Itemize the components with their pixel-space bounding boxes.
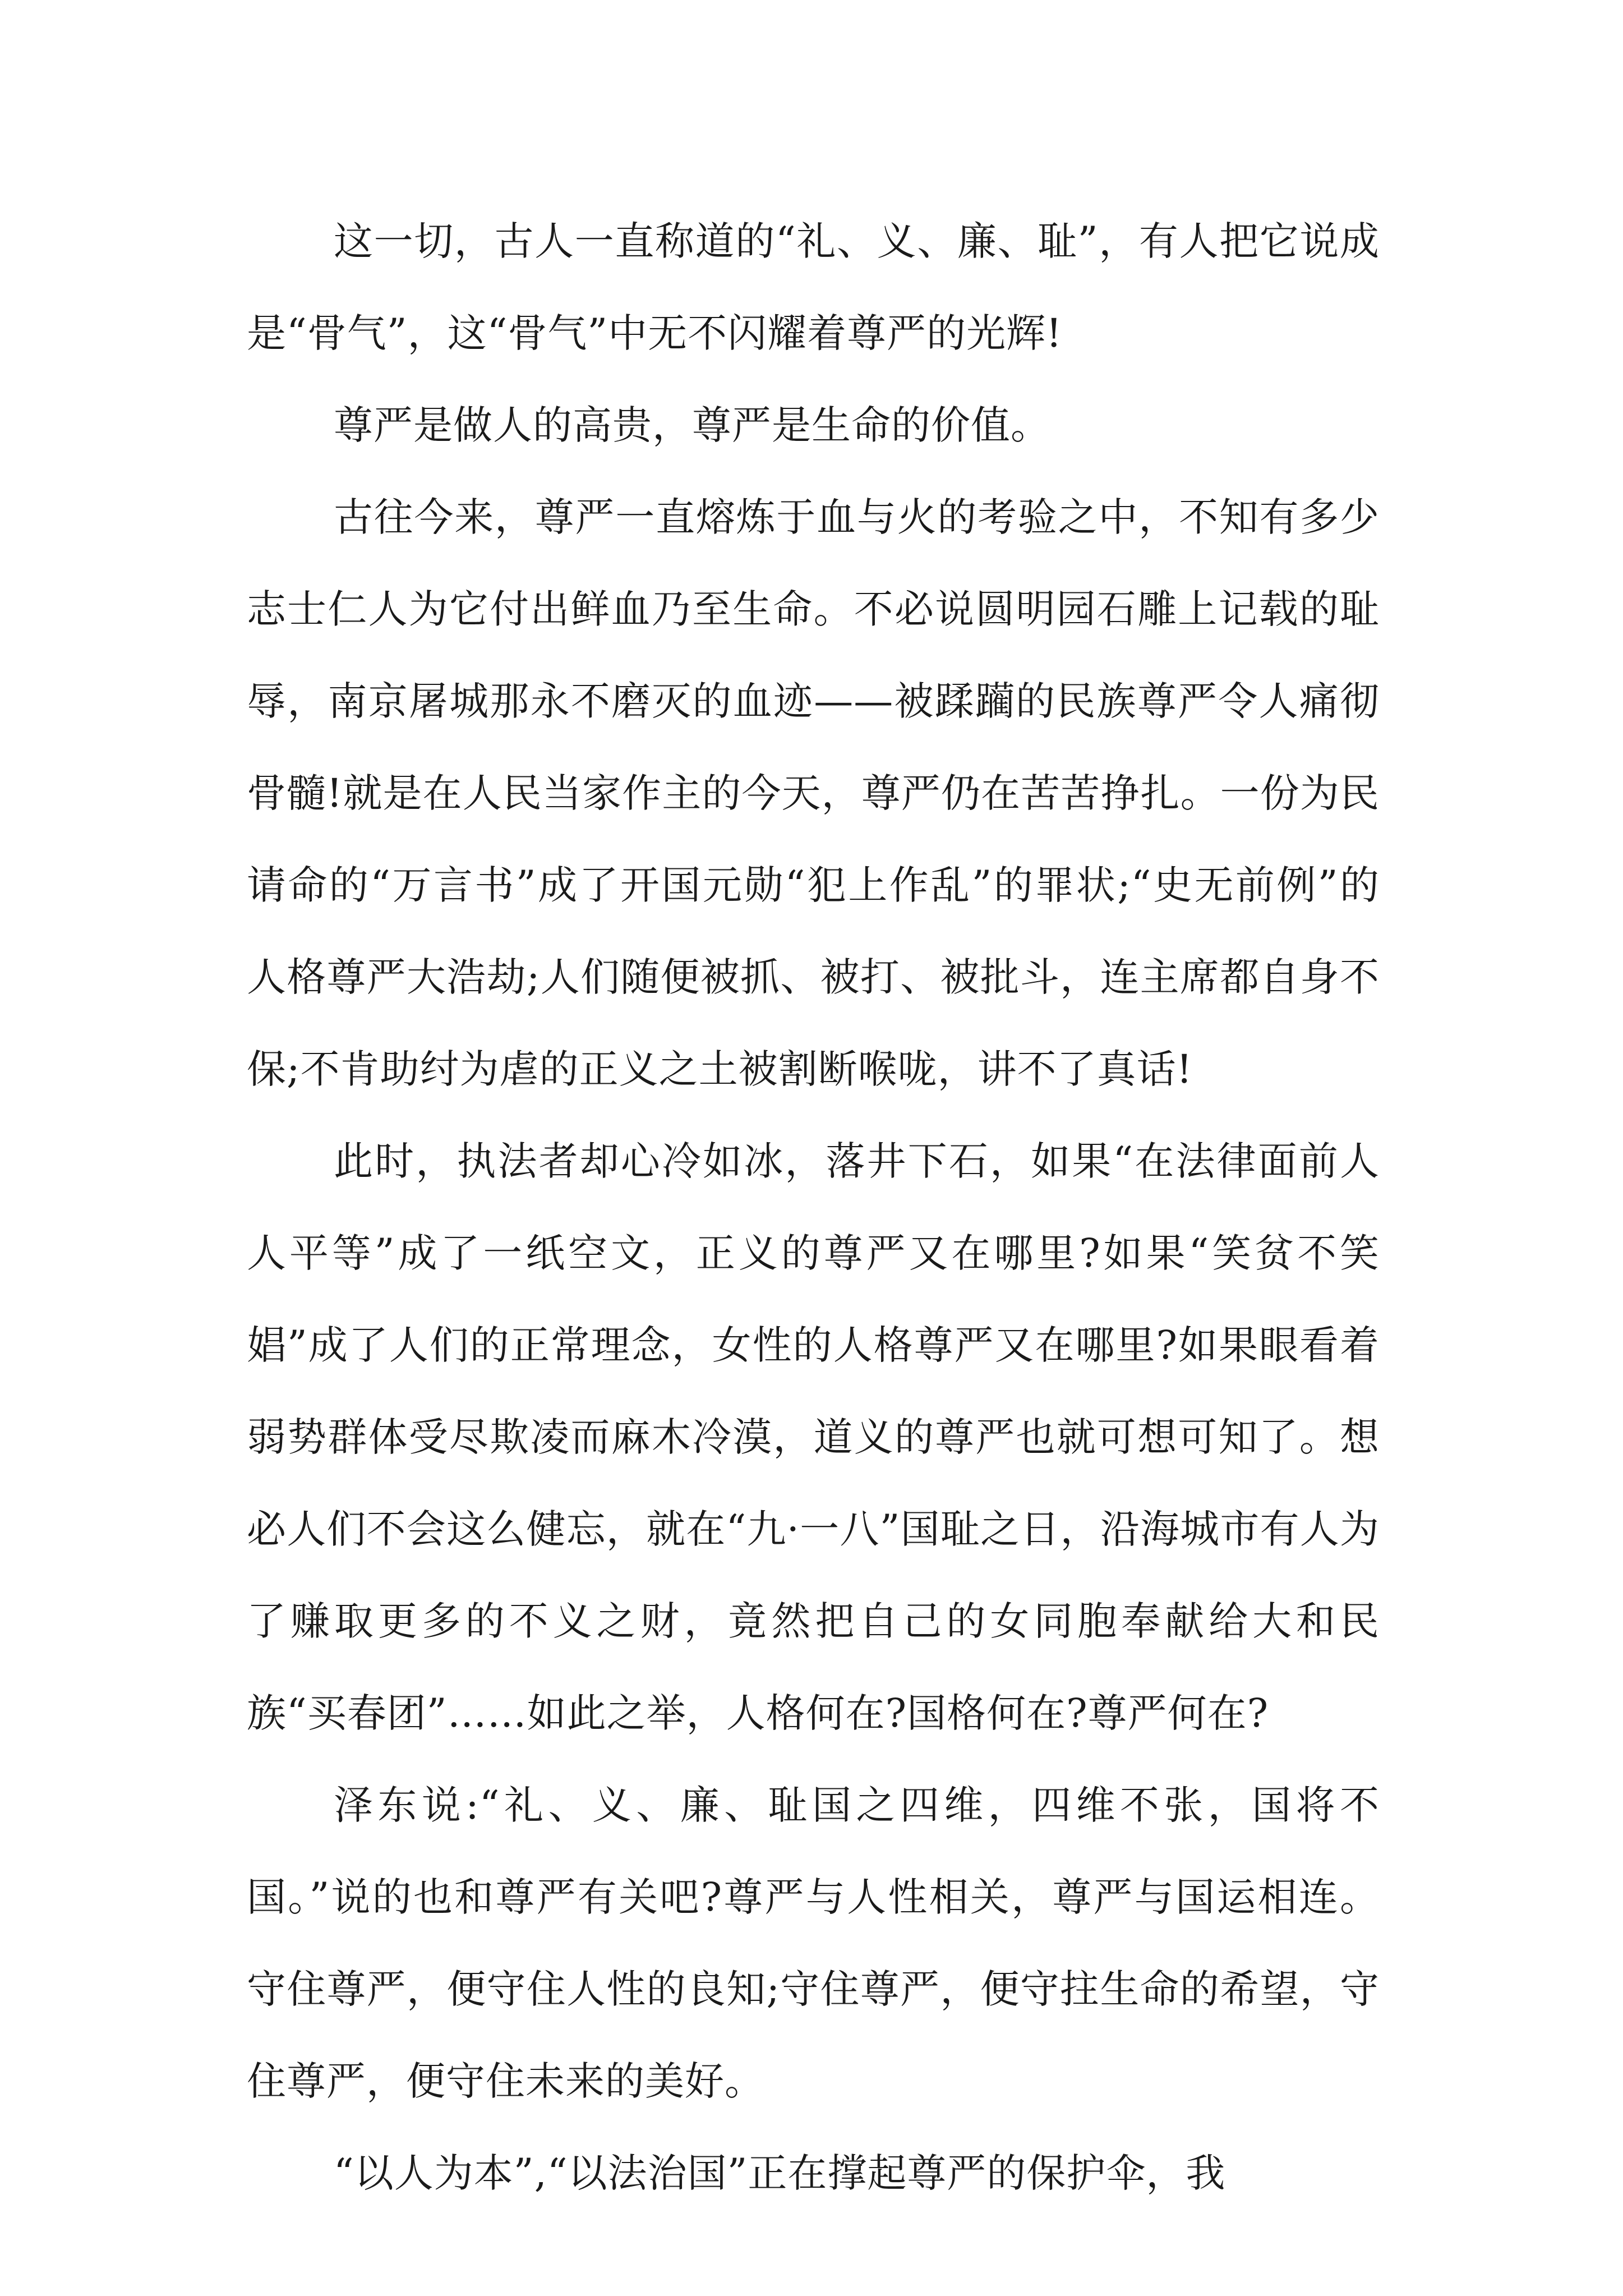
body-text [247, 195, 1380, 2219]
paragraph-1: 这一切，古人一直称道的“礼、义、廉、耻”，有人把它说成是“骨气”，这“骨气”中无不闪耀着尊严的光辉! [247, 218, 1380, 356]
paragraph-5: 泽东说:“礼、义、廉、耻国之四维，四维不张，国将不国。”说的也和尊严有关吧?尊严与人性相关，尊严与国运相连。守住尊严，便守住人性的良知;守住尊严，便守拄生命的希望，守住尊严，便守住未来的美好。 [247, 1782, 1380, 2104]
paragraph-4: 此时，执法者却心冷如冰，落井下石，如果“在法律面前人人平等”成了一纸空文，正义的尊严又在哪里?如果“笑贫不笑娼”成了人们的正常理念，女性的人格尊严又在哪里?如果眼看着弱势群体受尽欺凌而麻木冷漠，道义的尊严也就可想可知了。想必人们不会这么健忘，就在“九·一八”国耻之日，沿海城市有人为了赚取更多的不义之财，竟然把自己的女同胞奉献给大和民族“买春团”……如此之举，人格何在?国格何在?尊严何在? [247, 1138, 1380, 1736]
paragraph-3: 古往今来，尊严一直熔炼于血与火的考验之中，不知有多少志士仁人为它付出鲜血乃至生命。不必说圆明园石雕上记载的耻辱，南京屠城那永不磨灭的血迹——被蹂躏的民族尊严令人痛彻骨髓!就是在人民当家作主的今天，尊严仍在苦苦挣扎。一份为民请命的“万言书”成了开国元勋“犯上作乱”的罪状;“史无前例”的人格尊严大浩劫;人们随便被抓、被打、被批斗，连主席都自身不保;不肯助纣为虐的正义之土被割断喉咙，讲不了真话! [247, 494, 1380, 1092]
paragraph-6: “以人为本”,“以法治国”正在撑起尊严的保护伞，我 [334, 2150, 1226, 2196]
paragraph-2: 尊严是做人的高贵，尊严是生命的价值。 [334, 402, 1050, 448]
